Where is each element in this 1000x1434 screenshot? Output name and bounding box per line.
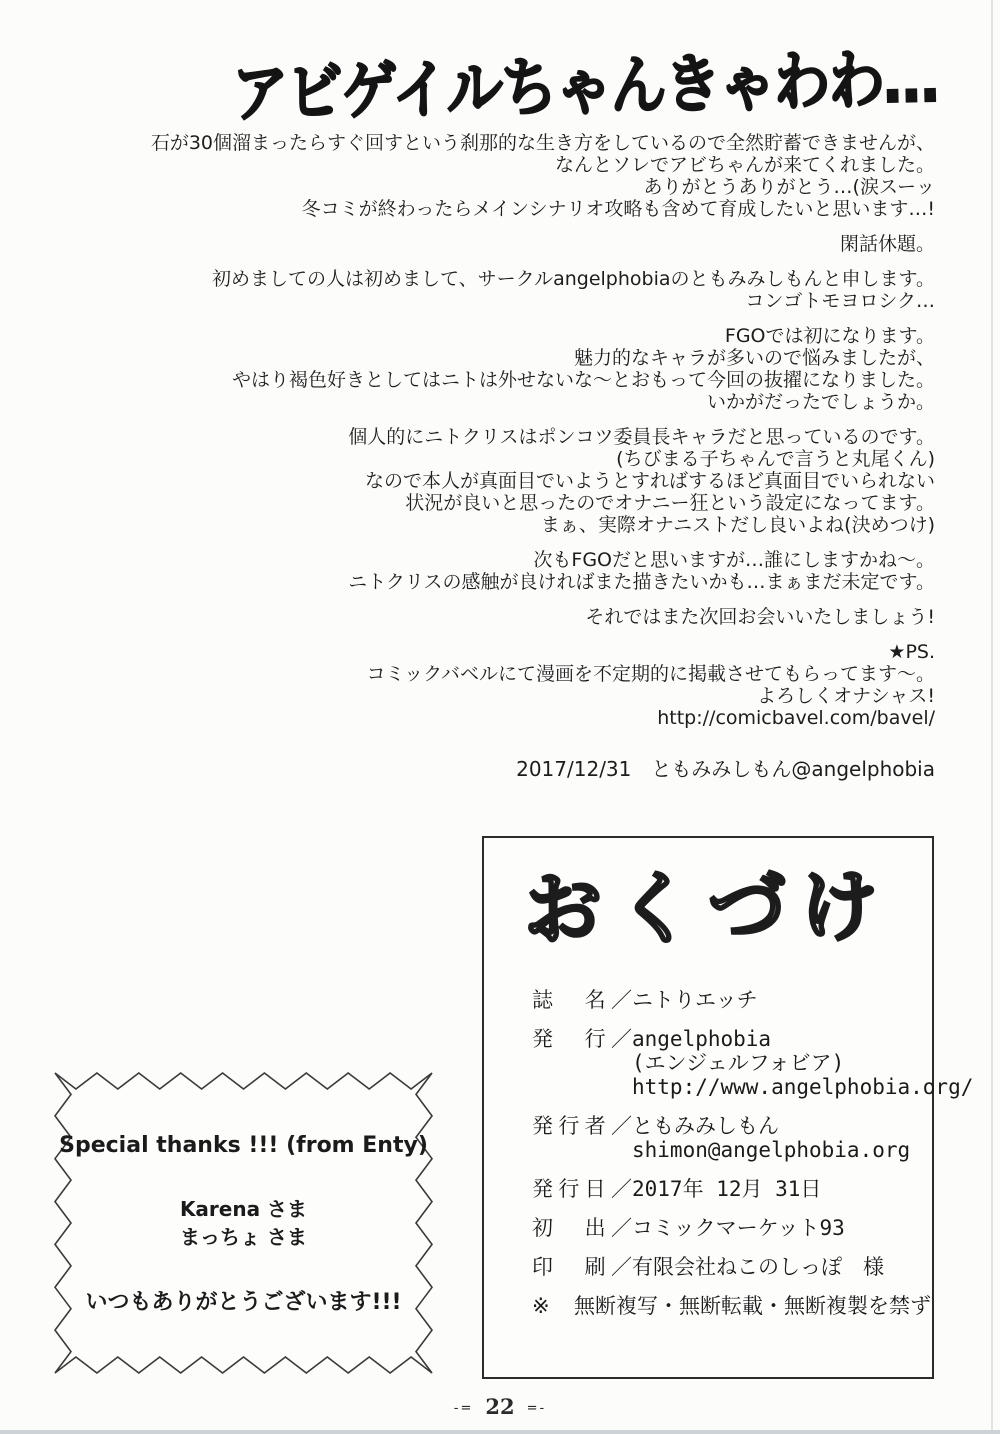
afterword-paragraphs [35,132,935,729]
afterword-line: なので本人が真面目でいようとすればするほど真面目でいられない [364,470,935,492]
colophon-rows [532,988,974,1318]
colophon-value [632,1027,973,1099]
afterword-paragraph [35,233,935,255]
page-number-left-mark: -= [453,1401,474,1416]
page-number: 22 [485,1394,515,1419]
afterword-line: FGOでは初になります。 [724,325,935,347]
special-thanks-name: Karena さま [179,1197,308,1221]
colophon-value [632,1216,918,1240]
afterword-line: コンゴトモヨロシク… [745,290,935,312]
special-thanks-names [55,1195,432,1251]
colophon-value-line: shimon@angelphobia.org [632,1138,911,1162]
colophon-label: 発行日／ [532,1177,632,1201]
page-number-right-mark: =- [526,1401,547,1416]
colophon-label: 発行者／ [532,1114,632,1138]
afterword-paragraph [35,426,935,536]
afterword-line: ありがとうありがとう…(涙スーッ [643,176,935,198]
colophon-row [532,1216,918,1240]
colophon-value-line: (エンジェルフォビア) [632,1051,845,1075]
afterword-paragraph [35,132,935,220]
afterword-title: アビゲイルちゃんきゃわわ… [232,43,939,132]
notice-mark: ※ [532,1294,550,1318]
colophon-label: 誌 名／ [532,988,632,1012]
colophon-row [532,988,918,1012]
colophon-value [632,988,918,1012]
special-thanks-heading: Special thanks !!! (from Enty) [59,1133,428,1158]
colophon-value-line: ニトりエッチ [632,988,758,1012]
colophon-value [632,1177,918,1201]
afterword-line: 冬コミが終わったらメインシナリオ攻略も含めて育成したいと思います…! [301,198,935,220]
afterword-line: まぁ、実際オナニストだし良いよね(決めつけ) [540,514,935,536]
afterword-line: それではまた次回お会いいたしましょう! [585,606,935,628]
colophon-label: 発 行／ [532,1027,632,1051]
colophon-value-line: angelphobia [632,1027,772,1051]
afterword-line: 個人的にニトクリスはポンコツ委員長キャラだと思っているのです。 [348,426,935,448]
colophon-label: 印 刷／ [532,1255,632,1279]
afterword-line: (ちびまる子ちゃんで言うと丸尾くん) [616,448,935,470]
scan-edge-bottom-artifact [0,1430,1000,1434]
scan-edge-right-artifact [991,0,993,1434]
afterword-line: http://comicbavel.com/bavel/ [657,707,935,729]
afterword-line: 状況が良いと思ったのでオナニー狂という設定になってます。 [405,492,935,514]
special-thanks-message: いつもありがとうございます!!! [85,1290,402,1315]
colophon-value-line: 2017年 12月 31日 [632,1177,822,1201]
afterword-line: ニトクリスの感触が良ければまた描きたいかも…まぁまだ未定です。 [348,571,935,593]
afterword-paragraph [35,268,935,312]
colophon-row [532,1255,918,1279]
afterword-paragraph [35,549,935,593]
afterword-line: なんとソレでアビちゃんが来てくれました。 [554,154,935,176]
afterword-paragraph [35,606,935,628]
notice-text: 無断複写・無断転載・無断複製を禁ず [574,1294,931,1318]
afterword-line: 初めましての人は初めまして、サークルangelphobiaのともみみしもんと申します。 [212,268,935,290]
colophon-box [482,836,974,1379]
afterword-line: 閑話休題。 [839,233,935,255]
colophon-value-line: ともみみしもん [632,1114,779,1138]
afterword-line: 魅力的なキャラが多いので悩みましたが、 [573,347,935,369]
colophon-header: おくづけ [523,862,893,956]
page-footer [0,1394,1000,1419]
special-thanks-name: まっちょ さま [180,1225,307,1249]
afterword-line: いかがだったでしょうか。 [706,391,935,413]
afterword-line: 次もFGOだと思いますが…誰にしますかね〜。 [533,549,935,571]
colophon-value-line: 有限会社ねこのしっぽ 様 [632,1255,884,1279]
afterword-line: コミックバベルにて漫画を不定期的に掲載させてもらってます〜。 [366,663,935,685]
afterword-text-block [35,132,935,781]
afterword-line: よろしくオナシャス! [757,685,935,707]
colophon-row [532,1027,974,1099]
colophon-notice [532,1294,931,1318]
afterword-paragraph [35,325,935,413]
signature-line: 2017/12/31 ともみみしもん@angelphobia [516,757,935,781]
colophon-value-line: http://www.angelphobia.org/ [632,1075,974,1099]
colophon-row [532,1177,918,1201]
special-thanks-burst [55,1073,432,1373]
colophon-value [632,1255,918,1279]
colophon-row [532,1114,918,1162]
afterword-line: ★PS. [888,641,935,663]
colophon-value-line: コミックマーケット93 [632,1216,845,1240]
colophon-value [632,1114,918,1162]
afterword-paragraph [35,641,935,729]
colophon-label: 初 出／ [532,1216,632,1240]
afterword-line: 石が30個溜まったらすぐ回すという刹那的な生き方をしているので全然貯蓄できませんが、 [150,132,935,154]
afterword-line: やはり褐色好きとしてはニトは外せないな〜とおもって今回の抜擢になりました。 [231,369,935,391]
